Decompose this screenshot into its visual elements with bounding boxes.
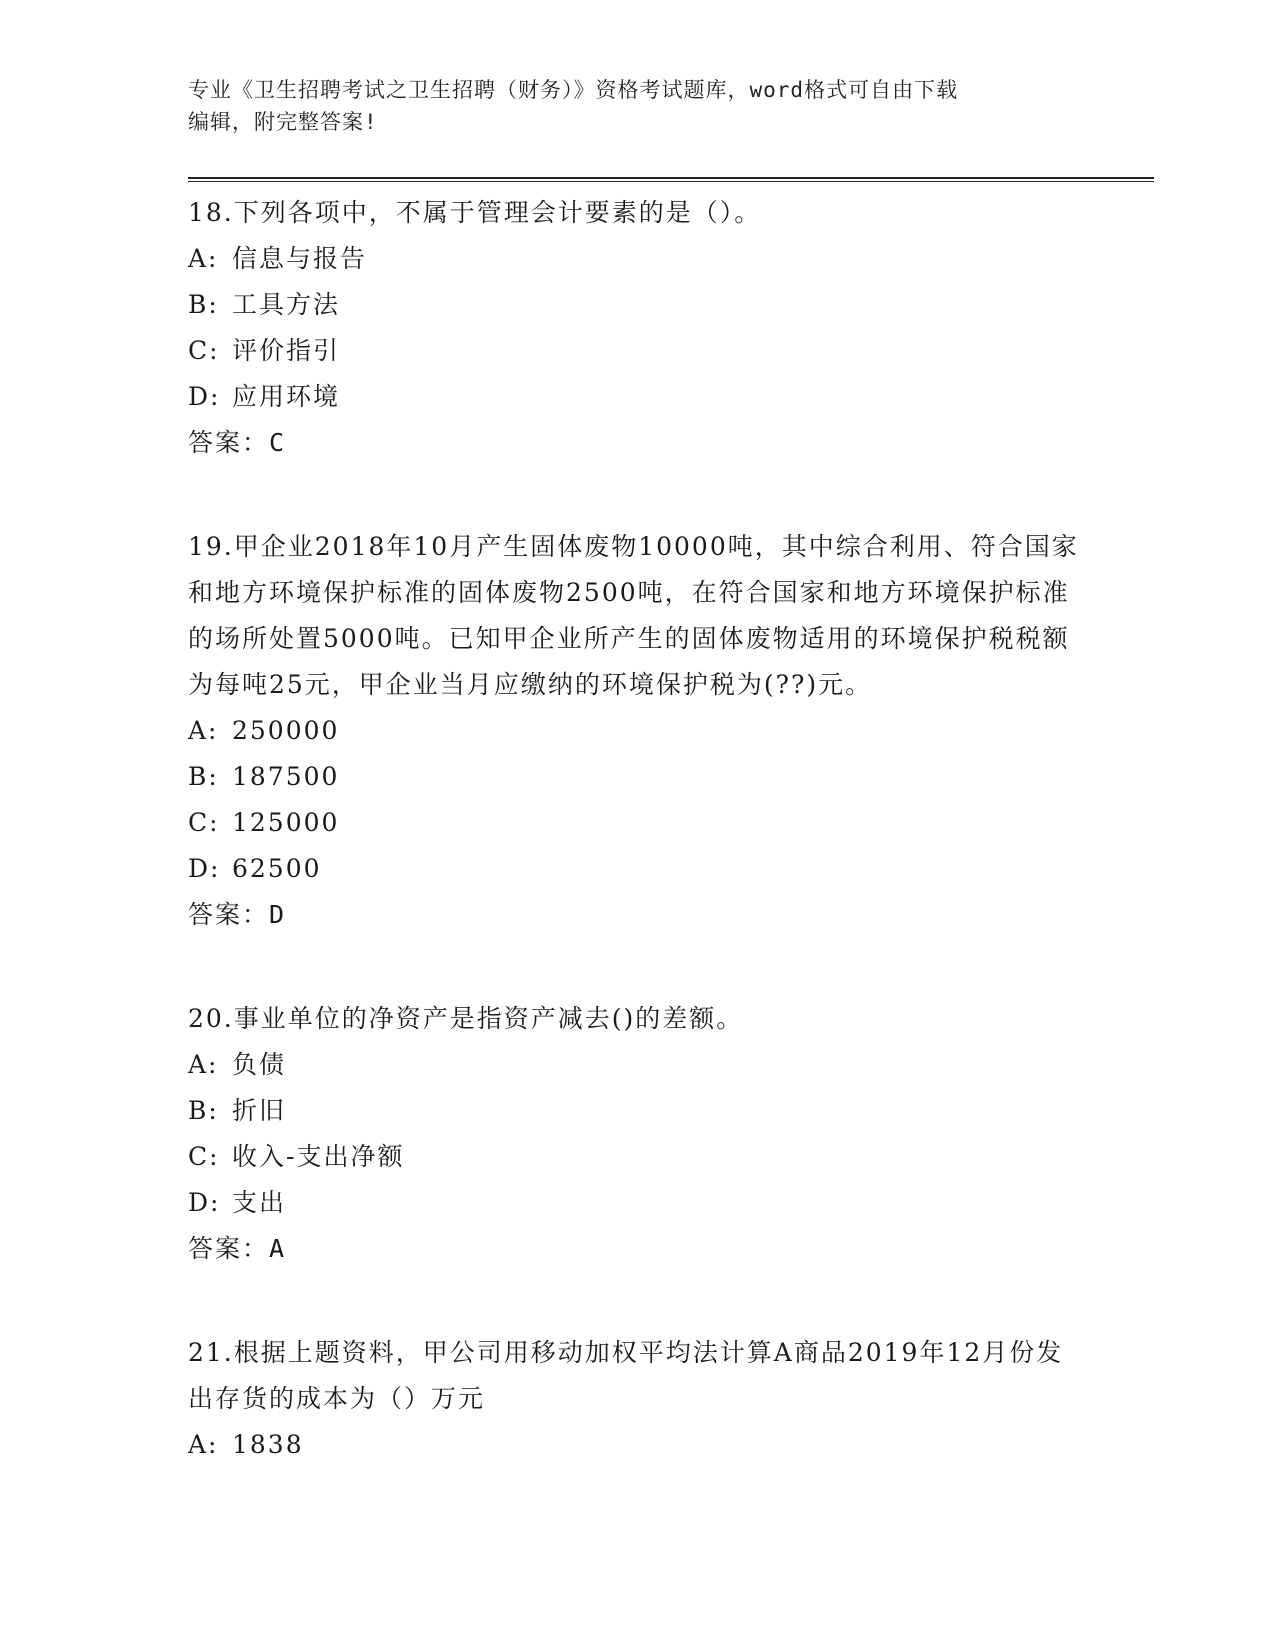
- question-stem: 19.甲企业2018年10月产生固体废物10000吨，其中综合利用、符合国家和地方环境保护标准的固体废物2500吨，在符合国家和地方环境保护标准的场所处置5000吨。已知甲企业所产生的固体废物适用的环境保护税税额为每吨25元，甲企业当月应缴纳的环境保护税为(??)元。: [188, 532, 1079, 699]
- option-letter: B:: [188, 290, 219, 319]
- answer-label: 答案：: [188, 1234, 270, 1263]
- option-d: [188, 374, 1088, 420]
- option-a: [188, 1422, 1088, 1468]
- question-19: [188, 524, 1088, 938]
- option-letter: A:: [188, 1430, 219, 1459]
- option-text: 187500: [232, 762, 340, 791]
- option-a: [188, 708, 1088, 754]
- option-text: 62500: [232, 854, 322, 883]
- question-21: [188, 1330, 1088, 1468]
- option-text: 负债: [232, 1050, 287, 1079]
- header-line-1: 专业《卫生招聘考试之卫生招聘（财务）》资格考试题库，word格式可自由下载: [188, 78, 959, 102]
- option-text: 250000: [232, 716, 340, 745]
- option-letter: C:: [188, 1142, 220, 1171]
- option-letter: D:: [188, 854, 221, 883]
- question-stem: 18.下列各项中，不属于管理会计要素的是（）。: [188, 198, 762, 227]
- answer-value: C: [269, 428, 287, 457]
- option-b: [188, 754, 1088, 800]
- question-18: [188, 190, 1088, 466]
- question-stem: 21.根据上题资料，甲公司用移动加权平均法计算A商品2019年12月份发出存货的成本为（）万元: [188, 1338, 1064, 1413]
- question-list: [188, 190, 1088, 1468]
- answer-line: [188, 420, 1088, 466]
- option-text: 评价指引: [232, 336, 341, 365]
- answer-line: [188, 1226, 1088, 1272]
- option-c: [188, 1134, 1088, 1180]
- option-letter: B:: [188, 762, 219, 791]
- option-d: [188, 846, 1088, 892]
- option-d: [188, 1180, 1088, 1226]
- option-letter: B:: [188, 1096, 219, 1125]
- option-letter: A:: [188, 1050, 219, 1079]
- option-b: [188, 1088, 1088, 1134]
- option-text: 信息与报告: [232, 244, 368, 273]
- option-text: 应用环境: [232, 382, 341, 411]
- answer-label: 答案：: [188, 428, 270, 457]
- option-text: 支出: [232, 1188, 287, 1217]
- question-20: [188, 996, 1088, 1272]
- option-letter: C:: [188, 808, 220, 837]
- option-letter: D:: [188, 382, 221, 411]
- header-divider-thin: [188, 181, 1154, 182]
- option-b: [188, 282, 1088, 328]
- document-header: [188, 74, 1088, 138]
- option-a: [188, 236, 1088, 282]
- option-letter: D:: [188, 1188, 221, 1217]
- question-stem: 20.事业单位的净资产是指资产减去()的差额。: [188, 1004, 744, 1033]
- header-divider-thick: [188, 177, 1154, 179]
- option-c: [188, 800, 1088, 846]
- option-letter: A:: [188, 716, 219, 745]
- option-letter: A:: [188, 244, 219, 273]
- header-line-2: 编辑，附完整答案!: [188, 110, 378, 134]
- answer-value: D: [269, 900, 287, 929]
- answer-value: A: [269, 1234, 287, 1263]
- option-letter: C:: [188, 336, 220, 365]
- option-text: 125000: [232, 808, 340, 837]
- option-text: 收入-支出净额: [232, 1142, 405, 1171]
- option-text: 工具方法: [232, 290, 341, 319]
- option-text: 1838: [232, 1430, 304, 1459]
- option-text: 折旧: [232, 1096, 287, 1125]
- option-a: [188, 1042, 1088, 1088]
- answer-label: 答案：: [188, 900, 270, 929]
- answer-line: [188, 892, 1088, 938]
- option-c: [188, 328, 1088, 374]
